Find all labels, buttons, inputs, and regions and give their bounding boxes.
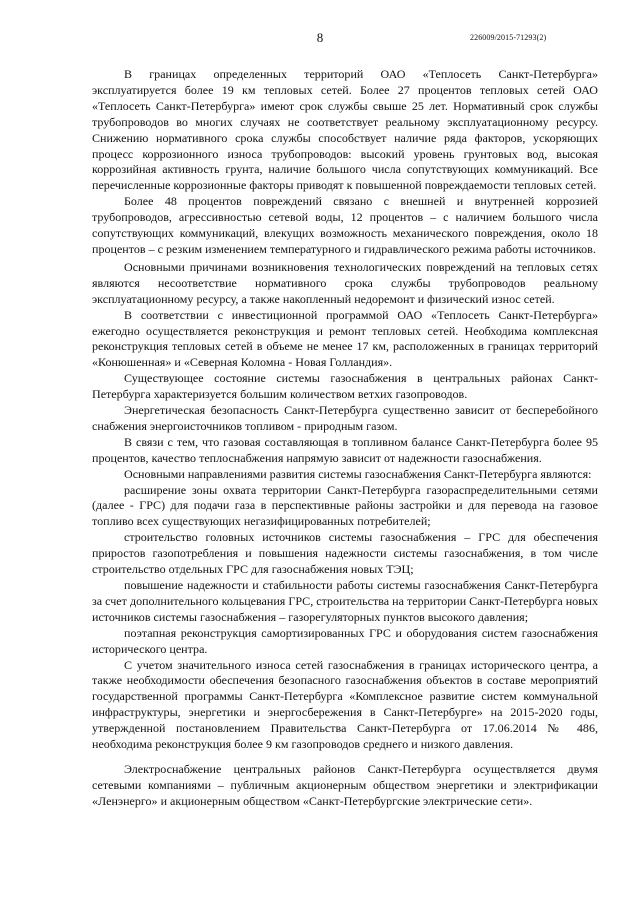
paragraph-heat-networks-age: В границах определенных территорий ОАО «Теплосеть Санкт-Петербурга» эксплуатируется более 19 км тепловых сетей. Более 27 процентов тепловых сетей ОАО «Теплосеть Санкт-Петербурга» имеют срок службы свыше 25 лет. Нормативный срок службы трубопроводов во многих случаях не соответствует реальному эксплуатационному ресурсу. Снижению нормативного срока службы способствует наличие ряда факторов, ускоряющих процесс коррозионного износа трубопроводов: высокий уровень грунтовых вод, высокая коррозийная активность грунта, наличие большого числа сопутствующих коммуникаций. Все перечисленные коррозионные факторы приводят к повышенной повреждаемости тепловых сетей. xyxy=(92,67,598,193)
paragraph-directions-intro: Основными направлениями развития системы газоснабжения Санкт-Петербурга являются: xyxy=(124,466,592,481)
paragraph-damage-causes: Более 48 процентов повреждений связано с внешней и внутренней коррозией трубопроводов, агрессивностью сетевой воды, 12 процентов – с наличием большого числа сопутствующих коммуникаций, влекущих возможность механического повреждения, около 18 процентов – с резким изменением температурного и гидравлического режима работы источников. xyxy=(92,194,598,256)
list-item-reconstruction: поэтапная реконструкция самортизированных ГРС и оборудования систем газоснабжения исторического центра. xyxy=(92,625,598,656)
list-item-reliability: повышение надежности и стабильности работы системы газоснабжения Санкт-Петербурга за счет дополнительного кольцевания ГРС, строительства на территории Санкт-Петербурга новых источников системы газоснабжения – газорегуляторных пунктов высокого давления; xyxy=(92,578,598,624)
paragraph-energy-security: Энергетическая безопасность Санкт-Петербурга существенно зависит от бесперебойного снабжения энергоисточников топливом - природным газом. xyxy=(92,403,598,433)
paragraph-main-reasons: Основными причинами возникновения технологических повреждений на тепловых сетях являются несоответствие нормативного срока службы трубопроводов реальному эксплуатационному ресурсу, а также накопленный недоремонт и физический износ сетей. xyxy=(92,259,598,306)
document-id: 226009/2015-71293(2) xyxy=(470,33,547,42)
paragraph-investment-program: В соответствии с инвестиционной программой ОАО «Теплосеть Санкт-Петербурга» ежегодно осуществляется реконструкция и ремонт тепловых сетей. Необходима комплексная реконструкция тепловых сетей в объеме не менее 17 км, расположенных в границах территорий «Конюшенная» и «Северная Коломна - Новая Голландия». xyxy=(92,307,598,370)
paragraph-gas-wear: С учетом значительного износа сетей газоснабжения в границах исторического центра, а также необходимости обеспечения безопасного газоснабжения объектов в составе мероприятий государственной программы Санкт-Петербурга «Комплексное развитие систем коммунальной инфраструктуры, энергетики и энергосбережения в Санкт-Петербурге» на 2015-2020 годы, утвержденной постановлением Правительства Санкт-Петербурга от 17.06.2014 № 486, необходима реконструкция более 9 км газопроводов среднего и низкого давления. xyxy=(92,657,598,752)
paragraph-gas-system-state: Существующее состояние системы газоснабжения в центральных районах Санкт-Петербурга характеризуется большим количеством ветхих газопроводов. xyxy=(92,371,598,402)
document-body xyxy=(92,67,598,810)
paragraph-electricity-supply: Электроснабжение центральных районов Санкт-Петербурга осуществляется двумя сетевыми компаниями – публичным акционерным обществом энергетики и электрификации «Ленэнерго» и акционерным обществом «Санкт-Петербургские электрические сети». xyxy=(92,761,598,808)
list-item-zone-expansion: расширение зоны охвата территории Санкт-Петербурга газораспределительными сетями (далее - ГРС) для подачи газа в перспективные районы застройки и для перевода на газовое топливо всех существующих негазифицированных потребителей; xyxy=(92,482,598,529)
paragraph-gas-share: В связи с тем, что газовая составляющая в топливном балансе Санкт-Петербурга более 95 процентов, качество теплоснабжения напрямую зависит от надежности газоснабжения. xyxy=(92,434,598,465)
page-number: 8 xyxy=(316,30,324,45)
list-item-head-sources: строительство головных источников системы газоснабжения – ГРС для обеспечения приростов газопотребления и повышения надежности системы газоснабжения, в том числе строительство отдельных ГРС для газоснабжения новых ТЭЦ; xyxy=(92,530,598,577)
